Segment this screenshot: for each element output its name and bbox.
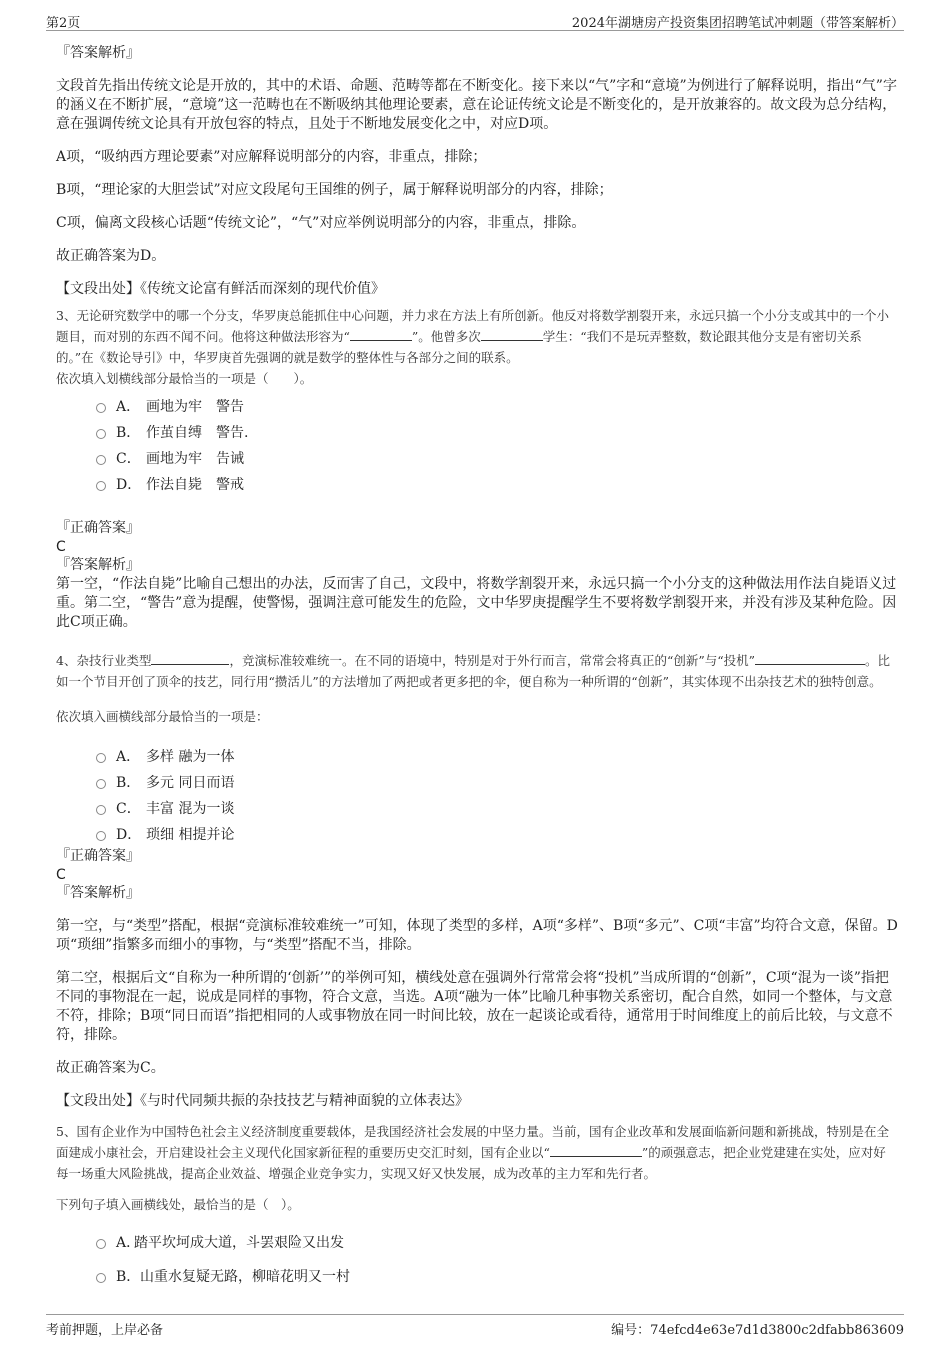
document-body (56, 44, 898, 1293)
option-d[interactable]: D． 作法自毙 警戒 (56, 471, 898, 497)
question-5-prompt: 下列句子填入画横线处，最恰当的是（ ）。 (56, 1197, 300, 1212)
option-a[interactable]: A． 踏平坎坷成大道，斗罢艰险又出发 (56, 1225, 898, 1259)
option-a[interactable]: A． 多样 融为一体 (56, 743, 898, 769)
radio-icon[interactable] (96, 1273, 106, 1283)
blank-line (350, 326, 412, 341)
option-c[interactable]: C． 画地为牢 告诫 (56, 445, 898, 471)
radio-icon[interactable] (96, 779, 106, 789)
radio-icon[interactable] (96, 429, 106, 439)
document-title: 2024年湖塘房产投资集团招聘笔试冲刺题（带答案解析） (571, 16, 904, 31)
analysis-paragraph: 第一空，与“类型”搭配，根据“竞演标准较难统一”可知，体现了类型的多样，A项“多样”、B项“多元”、C项“丰富”均符合文意，保留。D项“琐细”指繁多而细小的事物，与“类型”搭配不当，排除。 (56, 918, 898, 953)
analysis-paragraph: 第二空，根据后文“自称为一种所谓的‘创新’”的举例可知，横线处意在强调外行常常会将“投机”当成所谓的“创新”，C项“混为一谈”指把不同的事物混在一起，说成是同样的事物，符合文意，当选。A项“融为一体”比喻几种事物关系密切，配合自然，如同一个整体，与文意不符，排除；B项“同日而语”指把相同的人或事物放在同一时间比较，放在一起谈论或看待，通常用于时间维度上的前后比较，与文意不符，排除。 (56, 970, 893, 1043)
analysis-label: 『答案解析』 (56, 45, 140, 61)
radio-icon[interactable] (96, 1239, 106, 1249)
question-4-stem: 4、杂技行业类型 ，竞演标准较难统一。在不同的语境中，特别是对于外行而言，常常会将真正的“创新”与“投机” 。比如一个节目开创了顶伞的技艺，同行用“攒活儿”的方法增加了两把或者更多把的伞，便自称为一种所谓的“创新”，其实体现不出杂技艺术的独特创意。 (56, 650, 898, 692)
radio-icon[interactable] (96, 481, 106, 491)
passage-source: 【文段出处】《与时代同频共振的杂技技艺与精神面貌的立体表达》 (56, 1093, 469, 1109)
analysis-option-c: C项，偏离文段核心话题“传统文论”，“气”对应举例说明部分的内容，非重点，排除。 (56, 215, 586, 231)
correct-answer: C (56, 539, 66, 555)
analysis-conclusion: 故正确答案为C。 (56, 1060, 165, 1076)
blank-line (550, 1142, 642, 1157)
analysis-option-b: B项，“理论家的大胆尝试”对应文段尾句王国维的例子，属于解释说明部分的内容，排除； (56, 182, 613, 198)
blank-line (151, 650, 229, 665)
correct-answer-label: 『正确答案』 (56, 520, 140, 536)
option-a[interactable]: A． 画地为牢 警告 (56, 393, 898, 419)
correct-answer: C (56, 867, 66, 883)
analysis-option-a: A项，“吸纳西方理论要素”对应解释说明部分的内容，非重点，排除； (56, 149, 487, 165)
radio-icon[interactable] (96, 403, 106, 413)
correct-answer-label: 『正确答案』 (56, 848, 140, 864)
question-4-prompt: 依次填入画横线部分最恰当的一项是： (56, 709, 269, 724)
option-b[interactable]: B． 多元 同日而语 (56, 769, 898, 795)
option-c[interactable]: C． 丰富 混为一谈 (56, 795, 898, 821)
analysis-label: 『答案解析』 (56, 885, 140, 901)
question-3-stem: 3、无论研究数学中的哪一个分支，华罗庚总能抓住中心问题，并力求在方法上有所创新。他反对将数学割裂开来，永远只搞一个小分支或其中的一个小题目，而对别的东西不闻不问。他将这种做法形容为“ ”。他曾多次 学生：“我们不是玩弄整数，数论跟其他分支是有密切关系的。”在《数论导引》中，华罗庚首先强调的就是数学的整体性与各部分之间的联系。 (56, 308, 889, 365)
page-header (46, 8, 904, 31)
analysis-paragraph: 第一空，“作法自毙”比喻自己想出的办法，反而害了自己，文段中，将数学割裂开来，永远只搞一个小分支的这种做法用作法自毙语义过重。第二空，“警告”意为提醒，使警惕，强调注意可能发生的危险，文中华罗庚提醒学生不要将数学割裂开来，并没有涉及某种危险。因此C项正确。 (56, 576, 897, 630)
analysis-label: 『答案解析』 (56, 557, 140, 573)
analysis-paragraph: 文段首先指出传统文论是开放的，其中的术语、命题、范畴等都在不断变化。接下来以“气”字和“意境”为例进行了解释说明，指出“气”字的涵义在不断扩展，“意境”这一范畴也在不断吸纳其他理论要素，意在论证传统文论是不断变化的，是开放兼容的。故文段为总分结构，意在强调传统文论具有开放包容的特点，且处于不断地发展变化之中，对应D项。 (56, 78, 897, 132)
question-5-stem: 5、国有企业作为中国特色社会主义经济制度重要载体，是我国经济社会发展的中坚力量。当前，国有企业改革和发展面临新问题和新挑战，特别是在全面建成小康社会，开启建设社会主义现代化国家新征程的重要历史交汇时刻，国有企业以“ ”的顽强意志，把企业党建建在实处，应对好每一场重大风险挑战，提高企业效益、增强企业竞争实力，实现又好又快发展，成为改革的主力军和先行者。 (56, 1124, 889, 1181)
option-b[interactable]: B． 山重水复疑无路，柳暗花明又一村 (56, 1259, 898, 1293)
page-number: 第2页 (46, 16, 81, 31)
radio-icon[interactable] (96, 455, 106, 465)
radio-icon[interactable] (96, 831, 106, 841)
document-code: 编号：74efcd4e63e7d1d3800c2dfabb863609 (611, 1323, 904, 1338)
radio-icon[interactable] (96, 753, 106, 763)
blank-line (481, 326, 543, 341)
option-b[interactable]: B． 作茧自缚 警告. (56, 419, 898, 445)
blank-line (755, 650, 865, 665)
footer-slogan: 考前押题，上岸必备 (46, 1323, 164, 1338)
radio-icon[interactable] (96, 805, 106, 815)
page-footer (46, 1314, 904, 1337)
passage-source: 【文段出处】《传统文论富有鲜活而深刻的现代价值》 (56, 281, 385, 297)
question-3-prompt: 依次填入划横线部分最恰当的一项是（ ）。 (56, 371, 313, 386)
analysis-conclusion: 故正确答案为D。 (56, 248, 166, 264)
option-d[interactable]: D． 琐细 相提并论 (56, 821, 898, 847)
